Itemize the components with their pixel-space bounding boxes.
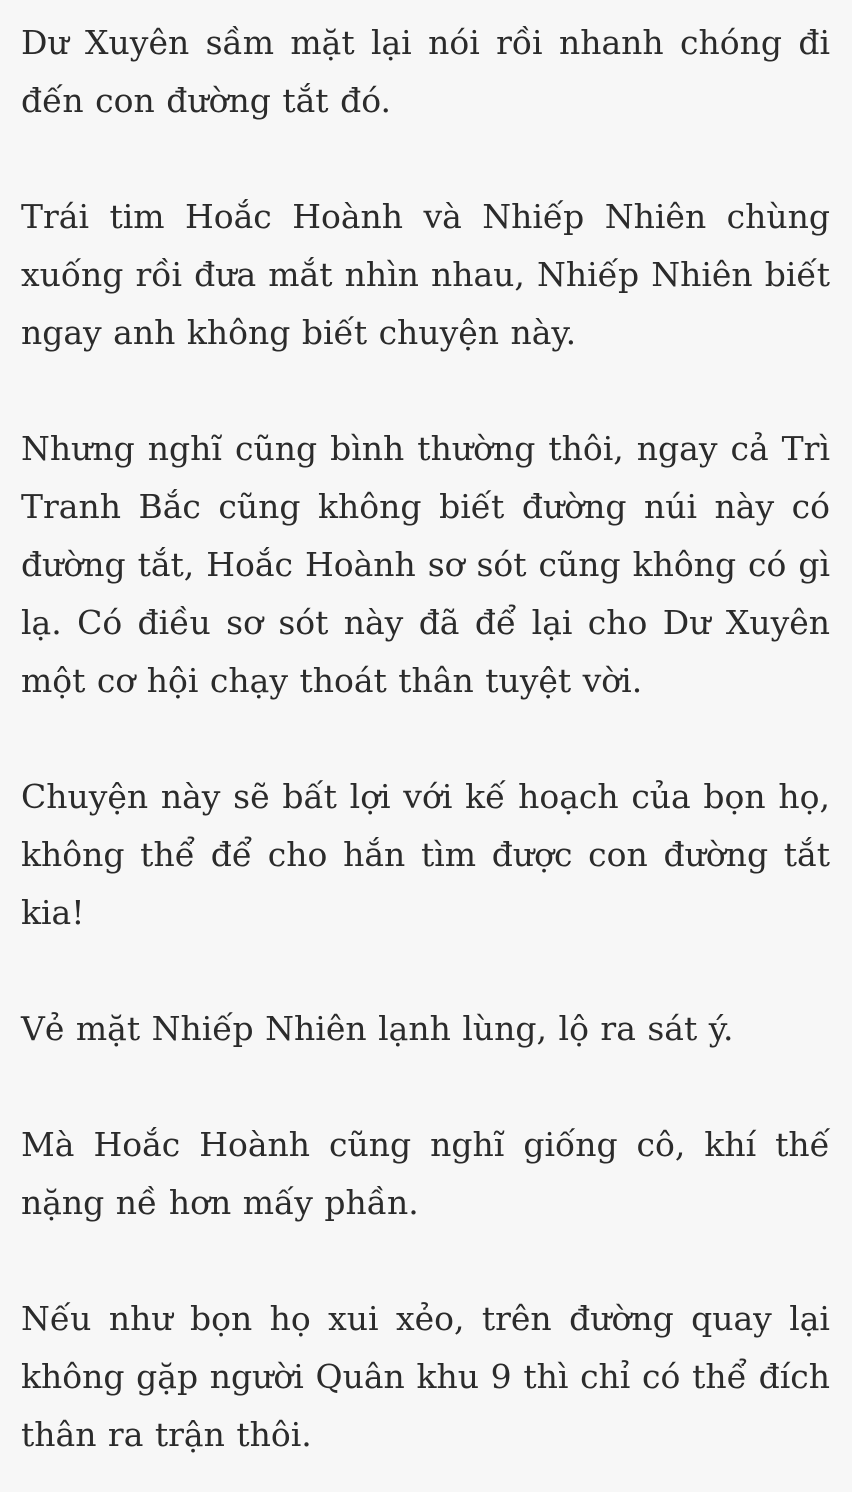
paragraph: Trái tim Hoắc Hoành và Nhiếp Nhiên chùng xuống rồi đưa mắt nhìn nhau, Nhiếp Nhiên biết ngay anh không biết chuyện này. (21, 197, 830, 352)
paragraph: Vẻ mặt Nhiếp Nhiên lạnh lùng, lộ ra sát ý. (21, 1009, 734, 1048)
paragraph: Nếu như bọn họ xui xẻo, trên đường quay lại không gặp người Quân khu 9 thì chỉ có thể đích thân ra trận thôi. (21, 1299, 830, 1454)
paragraph: Dư Xuyên sầm mặt lại nói rồi nhanh chóng đi đến con đường tắt đó. (21, 23, 830, 120)
paragraph: Nhưng nghĩ cũng bình thường thôi, ngay cả Trì Tranh Bắc cũng không biết đường núi này có đường tắt, Hoắc Hoành sơ sót cũng không có gì lạ. Có điều sơ sót này đã để lại cho Dư Xuyên một cơ hội chạy thoát thân tuyệt vời. (21, 429, 830, 700)
paragraph: Mà Hoắc Hoành cũng nghĩ giống cô, khí thế nặng nề hơn mấy phần. (21, 1125, 830, 1222)
paragraph: Chuyện này sẽ bất lợi với kế hoạch của bọn họ, không thể để cho hắn tìm được con đường tắt kia! (21, 777, 830, 932)
